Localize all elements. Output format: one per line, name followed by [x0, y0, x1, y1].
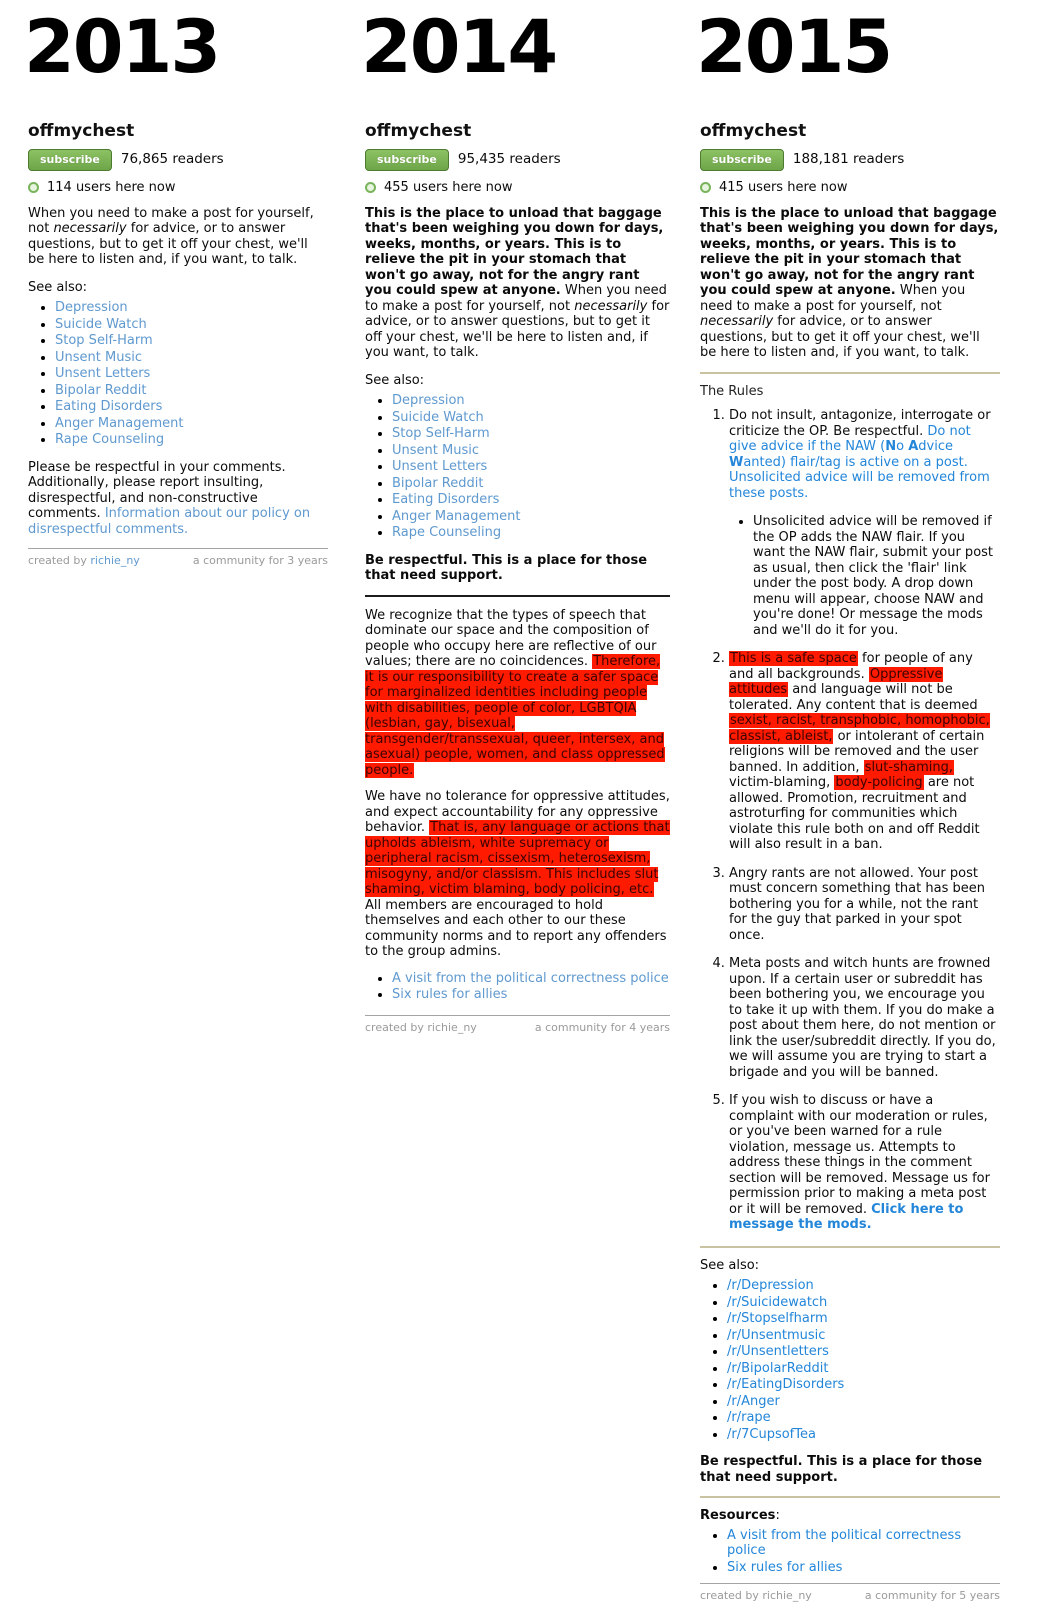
subreddit-link[interactable]: Rape Counseling — [392, 525, 502, 540]
subreddit-link[interactable]: Stop Self-Harm — [392, 426, 490, 441]
year-heading: 2013 — [24, 5, 220, 90]
footer-divider — [28, 548, 328, 549]
description-text: When you need to make a post for yourself, not — [28, 205, 314, 236]
created-by — [700, 1588, 812, 1604]
subreddit-link[interactable]: Unsent Music — [55, 349, 142, 365]
subreddit-link[interactable]: Eating Disorders — [55, 399, 163, 414]
resource-link[interactable]: A visit from the political correctness police — [392, 970, 669, 986]
subscribe-button[interactable]: subscribe — [28, 149, 112, 172]
support-statement: Be respectful. This is a place for those that need support. — [365, 552, 648, 583]
resources-label: Resources — [700, 1508, 776, 1523]
description-text: for advice, or to answer questions, but to get it off your chest, we'll be here to listen and, if you want, to talk. — [28, 221, 308, 267]
created-by-label: created by — [700, 1589, 759, 1602]
subreddit-link[interactable]: Suicide Watch — [392, 409, 484, 425]
subreddit-description — [28, 206, 328, 268]
policy-link[interactable]: Information about our policy on disrespectful comments. — [28, 506, 311, 537]
description-italic: necessarily — [574, 298, 648, 314]
description-bold: This is the place to unload that baggage that's been weighing you down for days, weeks, months, or years. This is to relieve the pit in your stomach that won't go away, not for the angry rant you could spew at anyone. — [365, 205, 664, 298]
subreddit-link[interactable]: Stop Self-Harm — [55, 333, 153, 348]
rule-text: or intolerant of certain religions will be removed and the user banned. In addition, — [729, 728, 985, 775]
section-divider — [700, 372, 1000, 374]
subreddit-link[interactable]: /r/Depression — [727, 1278, 814, 1293]
subreddit-link[interactable]: Unsent Music — [392, 442, 479, 458]
online-status-icon — [28, 182, 39, 193]
creator-link[interactable]: richie_ny — [427, 1020, 477, 1034]
readers-count: 76,865 readers — [120, 151, 224, 167]
subreddit-link[interactable]: Unsent Letters — [55, 366, 151, 381]
list-item — [727, 1394, 1000, 1410]
rule-text: If you wish to discuss or have a complaint with our moderation or rules, or you've been warned for a rule violation, message us. Attempts to address these things in the comment section will be removed. Message us for permission prior to making a meta post or it will be removed. — [729, 1093, 990, 1217]
list-item — [55, 317, 328, 333]
description-text: for advice, or to answer questions, but to get it off your chest, we'll be here to listen and, if you want, to talk. — [700, 314, 980, 360]
subreddit-link[interactable]: /r/BipolarReddit — [727, 1360, 829, 1376]
subreddit-title: offmychest — [28, 121, 135, 141]
users-online-count: 455 users here now — [384, 180, 513, 195]
respect-text: Please be respectful in your comments. Additionally, please report insulting, disrespectful, and non-constructive comments. — [28, 459, 286, 521]
naw-link-bold: W — [729, 454, 744, 470]
description-text: When you need to make a post for yourself, not — [700, 283, 966, 314]
footer — [28, 551, 328, 569]
users-online-row — [28, 180, 328, 196]
list-item — [727, 1427, 1000, 1443]
rule-item-1 — [729, 408, 1000, 638]
list-item — [392, 987, 670, 1003]
column-2014 — [361, 0, 670, 1035]
see-also-list — [28, 300, 328, 448]
rule-sub-item: • Unsolicited advice will be removed if the OP adds the NAW flair. If you want the NAW flair, submit your post as usual, then click the 'flair' link under the post body. A drop down menu will appear, choose NAW and you're done! Or message the mods and we'll do it for you. — [753, 514, 1000, 638]
subreddit-link[interactable]: Eating Disorders — [392, 492, 500, 507]
resource-link[interactable]: Six rules for allies — [392, 987, 508, 1002]
list-item — [392, 426, 670, 442]
see-also-list — [700, 1278, 1000, 1442]
values-paragraph — [365, 608, 670, 779]
list-item — [392, 525, 670, 541]
users-online-row — [365, 180, 670, 196]
section-divider — [700, 1246, 1000, 1248]
highlighted-text: Oppressive attitudes — [729, 666, 943, 697]
resource-link[interactable]: Six rules for allies — [727, 1559, 843, 1575]
section-divider — [365, 595, 670, 597]
community-age: a community for 4 years — [534, 1020, 670, 1034]
subreddit-link[interactable]: Depression — [55, 300, 128, 315]
subscribe-button[interactable]: subscribe — [700, 149, 784, 172]
list-item — [727, 1528, 1000, 1559]
list-item — [727, 1560, 1000, 1576]
rules-list — [700, 408, 1000, 1233]
resources-colon: : — [775, 1508, 780, 1523]
description-italic: necessarily — [700, 314, 774, 329]
see-also-label: See also: — [28, 279, 88, 295]
resources-list — [365, 971, 670, 1003]
highlighted-text: That is, any language or actions that upholds ableism, white supremacy or peripheral racism, cissexism, heterosexism, misogyny, and/or classism. This includes slut shaming, victim blaming, body policing, etc. — [365, 820, 670, 897]
message-mods-link[interactable]: Click here to message the mods. — [729, 1201, 964, 1232]
list-item — [727, 1361, 1000, 1377]
readers-count: 95,435 readers — [457, 151, 561, 167]
naw-link-text: anted) flair/tag is active on a post. Unsolicited advice will be removed from these posts. — [729, 454, 990, 501]
list-item — [55, 416, 328, 432]
rule-text: victim-blaming, — [729, 775, 835, 790]
list-item — [392, 476, 670, 492]
see-also-label: See also: — [700, 1257, 760, 1273]
highlighted-text: Therefore, it is our responsibility to create a safer space for marginalized identities including people with disabilities, people of color, LGBTQIA (lesbian, gay, bisexual, transgender/transsexual, queer, intersex, and asexual) people, women, and class oppressed people. — [365, 654, 665, 778]
community-age: a community for 5 years — [864, 1589, 1000, 1602]
list-item — [55, 432, 328, 448]
subreddit-link[interactable]: /r/7CupsofTea — [727, 1426, 816, 1442]
users-online-row — [700, 180, 1000, 196]
subreddit-link[interactable]: /r/Stopselfharm — [727, 1311, 828, 1326]
column-2013 — [24, 0, 328, 569]
subscribe-button[interactable]: subscribe — [365, 149, 449, 172]
list-item — [727, 1295, 1000, 1311]
tolerance-text: We have no tolerance for oppressive attitudes, and expect accountability for any oppressive behavior. — [365, 789, 670, 835]
list-item — [55, 300, 328, 316]
creator-link[interactable]: richie_ny — [90, 554, 140, 567]
subreddit-link[interactable]: Bipolar Reddit — [55, 382, 147, 398]
rules-heading: The Rules — [700, 383, 764, 399]
list-item — [727, 1377, 1000, 1393]
subreddit-link[interactable]: Bipolar Reddit — [392, 475, 484, 491]
users-online-count: 114 users here now — [47, 180, 176, 195]
description-text: for advice, or to answer questions, but to get it off your chest, we'll be here to listen and, if you want, to talk. — [365, 298, 670, 360]
rule-text: and language will not be tolerated. Any content that is deemed — [729, 682, 978, 713]
list-item — [392, 971, 670, 987]
subreddit-link[interactable]: Anger Management — [392, 508, 521, 524]
list-item — [55, 399, 328, 415]
footer-divider — [365, 1015, 670, 1016]
rule-text: for people of any and all backgrounds. — [729, 651, 973, 682]
created-by — [28, 553, 140, 569]
list-item — [392, 459, 670, 475]
subreddit-description — [365, 206, 670, 361]
column-2015 — [696, 0, 1000, 1604]
rule-sub-list — [729, 514, 1000, 638]
rule-item-2 — [729, 651, 1000, 853]
support-statement: Be respectful. This is a place for those that need support. — [700, 1454, 983, 1485]
subreddit-link[interactable]: Suicide Watch — [55, 316, 147, 332]
tolerance-paragraph — [365, 789, 670, 960]
resource-link[interactable]: A visit from the political correctness police — [727, 1527, 962, 1558]
list-item — [392, 509, 670, 525]
list-item — [55, 333, 328, 349]
rule-text: are not allowed. Promotion, recruitment and astroturfing for communities which violate this rule both on and off Reddit will also result in a ban. — [729, 775, 980, 852]
resources-list — [700, 1528, 1000, 1576]
footer — [365, 1018, 670, 1036]
tolerance-text: All members are encouraged to hold themselves and each other to our these community norms and to report any offenders to the group admins. — [365, 897, 667, 959]
subreddit-link[interactable]: /r/EatingDisorders — [727, 1377, 845, 1392]
highlighted-text: This is a safe space — [730, 651, 857, 666]
subreddit-link[interactable]: /r/Suicidewatch — [727, 1294, 828, 1310]
highlighted-text: body-policing — [835, 775, 923, 790]
footer-divider — [700, 1583, 1000, 1584]
subreddit-link[interactable]: Rape Counseling — [55, 432, 165, 447]
subreddit-link[interactable]: Depression — [392, 393, 465, 408]
naw-link-bold: A — [908, 439, 919, 454]
created-by-label: created by — [365, 1020, 424, 1034]
highlighted-text: sexist, racist, transphobic, homophobic, classist, ableist, — [729, 713, 990, 744]
creator-link[interactable]: richie_ny — [762, 1589, 812, 1602]
subreddit-link[interactable]: /r/Unsentletters — [727, 1344, 829, 1359]
rule-text: Do not insult, antagonize, interrogate or criticize the OP. Be respectful. — [729, 408, 991, 439]
list-item — [392, 393, 670, 409]
subreddit-link[interactable]: Anger Management — [55, 415, 184, 431]
subreddit-title: offmychest — [700, 121, 807, 141]
naw-link-text: Do not give advice if the NAW ( — [729, 423, 971, 454]
community-age: a community for 3 years — [192, 554, 328, 567]
rule-item-5 — [729, 1093, 1000, 1233]
subreddit-link[interactable]: /r/Unsentmusic — [727, 1327, 826, 1343]
see-also-label: See also: — [365, 372, 425, 388]
list-item — [392, 410, 670, 426]
description-text: When you need to make a post for yourself, not — [365, 283, 667, 314]
readers-count: 188,181 readers — [792, 151, 905, 167]
list-item — [727, 1410, 1000, 1426]
list-item — [727, 1328, 1000, 1344]
subscribe-row — [700, 149, 1000, 172]
subreddit-link[interactable]: /r/rape — [727, 1410, 771, 1425]
subreddit-link[interactable]: /r/Anger — [727, 1393, 780, 1409]
naw-link-bold: N — [885, 439, 897, 454]
list-item — [55, 366, 328, 382]
values-text: We recognize that the types of speech that dominate our space and the composition of people who occupy here are reflective of our values; there are no coincidences. — [365, 607, 657, 669]
subscribe-row — [365, 149, 670, 172]
created-by — [365, 1020, 477, 1036]
description-italic: necessarily — [53, 221, 127, 236]
online-status-icon — [365, 182, 376, 193]
naw-link-text: o — [896, 439, 909, 454]
year-heading: 2015 — [696, 5, 892, 90]
subreddit-title: offmychest — [365, 121, 472, 141]
list-item — [727, 1311, 1000, 1327]
see-also-list — [365, 393, 670, 541]
year-heading: 2014 — [361, 5, 557, 90]
subscribe-row — [28, 149, 328, 172]
list-item — [55, 383, 328, 399]
list-item — [392, 443, 670, 459]
naw-link-text: dvice — [918, 439, 953, 454]
section-divider — [700, 1496, 1000, 1498]
list-item — [55, 350, 328, 366]
footer — [700, 1586, 1000, 1604]
description-bold: This is the place to unload that baggage that's been weighing you down for days, weeks, months, or years. This is to relieve the pit in your stomach that won't go away, not for the angry rant you could spew at anyone. — [700, 205, 999, 298]
resources-heading — [700, 1508, 1000, 1524]
created-by-label: created by — [28, 554, 87, 567]
subreddit-link[interactable]: Unsent Letters — [392, 459, 488, 474]
rule-item-4: 4. Meta posts and witch hunts are frowned upon. If a certain user or subreddit has been bothering you, we encourage you to take it up with them. If you do make a post about them here, do not mention or link the user/subreddit directly. If you do, we will assume you are trying to start a brigade and you will be banned. — [729, 956, 1000, 1080]
rule-item-3: 3. Angry rants are not allowed. Your post must concern something that has been bothering you for a while, not the rant for the guy that parked in your spot once. — [729, 866, 1000, 944]
list-item — [727, 1278, 1000, 1294]
list-item — [392, 492, 670, 508]
list-item — [727, 1344, 1000, 1360]
respect-notice — [28, 460, 328, 538]
subreddit-description — [700, 206, 1000, 361]
users-online-count: 415 users here now — [719, 180, 848, 195]
online-status-icon — [700, 182, 711, 193]
highlighted-text: slut-shaming, — [864, 759, 953, 775]
